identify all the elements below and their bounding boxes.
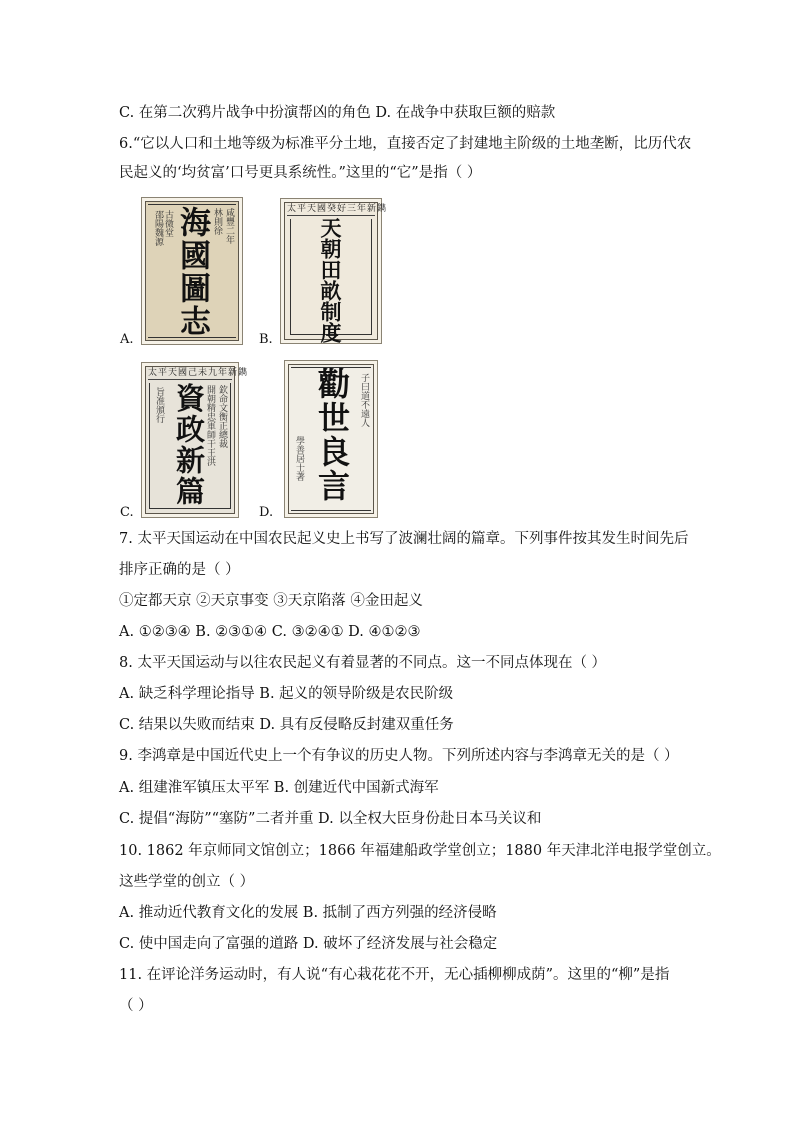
cover-image-zi-zheng-xin-pian: [141, 362, 249, 518]
question-10-options-ab: A. 推动近代教育文化的发展 B. 抵制了西方列强的经济侵略: [119, 905, 497, 921]
cover-a-side-text-3: 邵陽魏源: [153, 210, 163, 246]
cover-a-side-text-4: 古微堂: [163, 210, 173, 237]
cover-a-side-text-2: 林則徐: [212, 208, 222, 235]
question-8-stem: 8. 太平天国运动与以往农民起义有着显著的不同点。这一不同点体现在（ ）: [119, 655, 607, 671]
cover-a-title: 海國圖志: [174, 206, 210, 338]
question-10-stem-line2: 这些学堂的创立（ ）: [119, 874, 255, 890]
question-7-events: ①定都天京 ②天京事变 ③天京陷落 ④金田起义: [119, 593, 423, 609]
cover-b-banner: 太平天國癸好三年新鐫: [287, 204, 388, 214]
question-9-options-ab: A. 组建淮军镇压太平军 B. 创建近代中国新式海军: [119, 780, 439, 796]
option-c-label: C.: [120, 505, 134, 520]
question-10-options-cd: C. 使中国走向了富强的道路 D. 破坏了经济发展与社会稳定: [119, 936, 498, 952]
question-5-options-cd: C. 在第二次鸦片战争中扮演帮凶的角色 D. 在战争中获取巨额的赔款: [119, 105, 556, 121]
question-8-options-ab: A. 缺乏科学理论指导 B. 起义的领导阶级是农民阶级: [119, 686, 454, 702]
cover-c-side-text-1: 欽命文衡正總裁: [217, 385, 227, 448]
option-d-label: D.: [259, 505, 274, 520]
cover-image-tian-chao-tian-mu-zhi-du: [280, 198, 388, 344]
cover-c-side-text-2: 開朝精忠軍師干王洪: [205, 385, 215, 466]
question-11-stem-line2: （ ）: [119, 998, 153, 1014]
question-9-options-cd: C. 提倡“海防”“塞防”二者并重 D. 以全权大臣身份赴日本马关议和: [119, 811, 542, 827]
option-b-label: B.: [259, 332, 273, 347]
question-7-stem-line2: 排序正确的是（ ）: [119, 562, 240, 578]
question-7-stem-line1: 7. 太平天国运动在中国农民起义史上书写了波澜壮阔的篇章。下列事件按其发生时间先后: [119, 531, 689, 547]
question-11-stem-line1: 11. 在评论洋务运动时，有人说“有心栽花花不开，无心插柳柳成荫”。这里的“柳”是指: [119, 967, 670, 983]
option-a-label: A.: [120, 332, 134, 347]
cover-image-hai-guo-tu-zhi: [141, 197, 243, 345]
cover-c-banner: 太平天國己未九年新鐫: [148, 368, 249, 378]
question-6-stem-line1: 6.“它以人口和土地等级为标准平分土地，直接否定了封建地主阶级的土地垄断，比历代农: [119, 136, 692, 152]
cover-a-side-text-1: 咸豐二年: [224, 208, 234, 244]
question-7-options: A. ①②③④ B. ②③①④ C. ③②④① D. ④①②③: [119, 624, 421, 640]
question-9-stem: 9. 李鸿章是中国近代史上一个有争议的历史人物。下列所述内容与李鸿章无关的是（ ）: [119, 748, 679, 764]
question-8-options-cd: C. 结果以失败而结束 D. 具有反侵略反封建双重任务: [119, 717, 454, 733]
question-6-stem-line2: 民起义的‘均贫富’口号更具系统性。”这里的“它”是指（ ）: [119, 165, 482, 181]
cover-d-title: 勸世良言: [313, 367, 351, 503]
cover-c-title: 資政新篇: [172, 383, 206, 507]
cover-d-side-text-1: 子曰道不遠人: [359, 373, 369, 427]
cover-b-title: 天朝田畝制度: [318, 217, 343, 343]
question-10-stem-line1: 10. 1862 年京师同文馆创立；1866 年福建船政学堂创立；1880 年天津北洋电报学堂创立。: [119, 843, 721, 859]
cover-image-quan-shi-liang-yan: [284, 360, 378, 518]
cover-c-side-text-3: 旨准頒行: [154, 387, 164, 423]
cover-d-side-text-2: 學善居士著: [294, 436, 304, 481]
